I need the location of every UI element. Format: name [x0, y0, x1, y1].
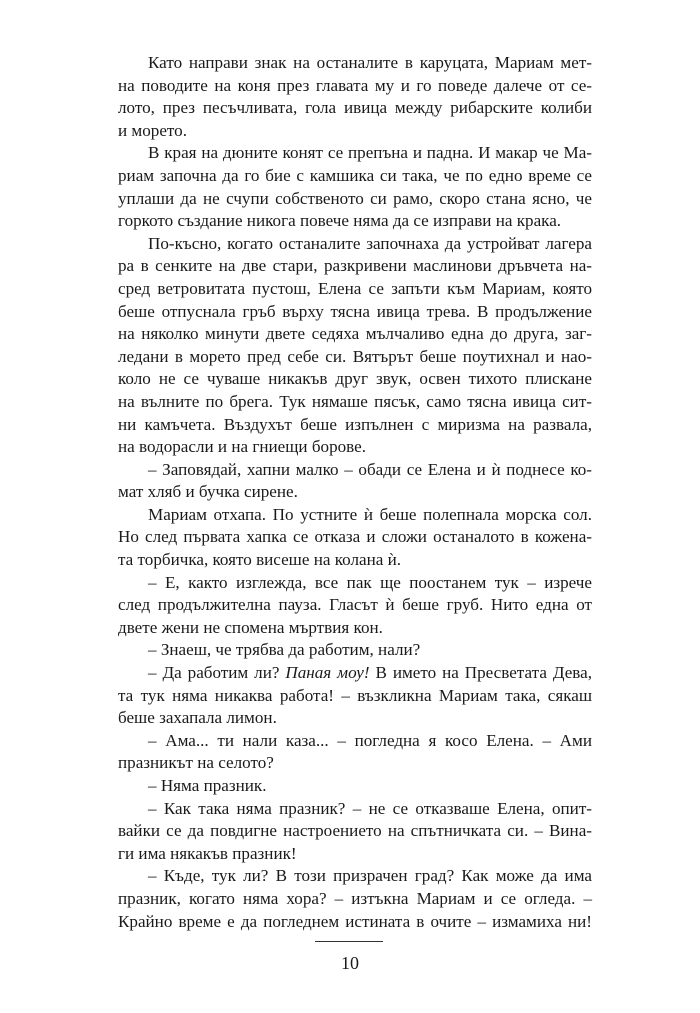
- text-line-content: ра в сенките на две стари, разкривени маслинови дръвчета на-: [118, 256, 592, 276]
- text-line-content: – Знаеш, че трябва да работим, нали?: [148, 640, 421, 660]
- text-line: [118, 526, 592, 549]
- text-line: [118, 323, 592, 346]
- text-line-content: та торбичка, която висеше на колана ѝ.: [118, 550, 402, 570]
- text-line-content: Мариам отхапа. По устните ѝ беше полепнала морска сол.: [148, 504, 592, 524]
- text-line: [118, 617, 592, 640]
- text-line-content: беше захапала лимон.: [118, 708, 277, 728]
- text-line-content: лото, през песъчливата, гола ивица между рибарските колиби: [118, 98, 592, 118]
- text-line-content: уплаши да не счупи собственото си рамо, скоро стана ясно, че: [118, 188, 592, 208]
- text-line-content: двете жени не спомена мъртвия кон.: [118, 617, 383, 637]
- text-line-content: вайки се да повдигне настроението на спътничката си. – Вина-: [118, 821, 592, 841]
- text-line-content: на водорасли и на гниещи борове.: [118, 437, 367, 457]
- text-line: [118, 210, 592, 233]
- italic-phrase: Паная моу!: [285, 663, 370, 683]
- text-line: [118, 775, 592, 798]
- text-line-content: мат хляб и бучка сирене.: [118, 482, 298, 502]
- text-line: [118, 639, 592, 662]
- text-line-content: горкото създание никога повече няма да се изправи на крака.: [118, 211, 562, 231]
- text-line-content: сред ветровитата пустош, Елена се запъти към Мариам, която: [118, 278, 592, 298]
- text-line-content: на няколко минути двете седяха мълчаливо една до друга, заг-: [118, 324, 592, 344]
- text-line: [118, 707, 592, 730]
- text-line-content: Но след първата хапка се отказа и сложи останалото в кожена-: [118, 527, 592, 547]
- text-line: [118, 120, 592, 143]
- text-line-content: – Няма празник.: [148, 776, 267, 795]
- text-line: [118, 368, 592, 391]
- text-line-content: – Да работим ли?: [148, 663, 286, 683]
- text-line-content: – Как така няма празник? – не се отказваше Елена, опит-: [148, 798, 592, 818]
- text-line: [118, 504, 592, 527]
- text-line: [118, 391, 592, 414]
- text-line-content: на вълните по брега. Тук нямаше пясък, само тясна ивица сит-: [118, 391, 592, 411]
- footer-rule: [315, 941, 383, 942]
- text-line-content: В края на дюните конят се препъна и падна. И макар че Ма-: [148, 143, 592, 163]
- text-line-content: По-късно, когато останалите започнаха да устройват лагера: [148, 233, 592, 253]
- text-line-content: – Ама... ти нали каза... – погледна я косо Елена. – Ами: [148, 730, 592, 750]
- text-line: [118, 346, 592, 369]
- text-line: [118, 594, 592, 617]
- text-line-content: след продължителна пауза. Гласът ѝ беше груб. Нито една от: [118, 595, 592, 615]
- text-line-content: – Къде, тук ли? В този призрачен град? Как може да има: [148, 866, 592, 886]
- text-line: [118, 75, 592, 98]
- text-line: [118, 459, 592, 482]
- text-line: [118, 820, 592, 843]
- text-line: [118, 301, 592, 324]
- text-line: [118, 436, 592, 459]
- text-line-content: ги има някакъв празник!: [118, 843, 297, 863]
- text-line: [118, 572, 592, 595]
- text-line-content: и морето.: [118, 120, 187, 140]
- body-text: [118, 52, 592, 933]
- text-line: [118, 165, 592, 188]
- text-line-continuation: В името на Пресветата Дева,: [369, 663, 592, 683]
- text-line-content: беше отпуснала гръб върху тясна ивица трева. В продължение: [118, 301, 592, 321]
- text-line: [118, 730, 592, 753]
- text-line-content: на поводите на коня през главата му и го поведе далече от се-: [118, 75, 592, 95]
- text-line-content: празник, когато няма хора? – изтъкна Мариам и се огледа. –: [118, 888, 592, 908]
- text-line: [118, 549, 592, 572]
- text-line: [118, 911, 592, 934]
- text-line: [118, 843, 592, 866]
- text-line: [118, 865, 592, 888]
- text-line: [118, 188, 592, 211]
- text-line: [118, 481, 592, 504]
- text-line: [118, 142, 592, 165]
- text-line-content: Като направи знак на останалите в каруцата, Мариам мет-: [148, 53, 592, 72]
- text-line-content: Крайно време е да погледнем истината в очите – измамиха ни!: [118, 911, 592, 931]
- text-line-content: риам започна да го бие с камшика си така, че по едно време се: [118, 165, 592, 185]
- text-line-content: – Заповядай, хапни малко – обади се Елена и ѝ поднесе ко-: [148, 459, 592, 479]
- page-number: 10: [341, 953, 359, 973]
- text-line: [118, 97, 592, 120]
- text-line: [118, 414, 592, 437]
- text-line: [118, 685, 592, 708]
- text-line-content: ледани в морето пред себе си. Вятърът беше поутихнал и нао-: [118, 346, 592, 366]
- text-line: [118, 255, 592, 278]
- text-line-content: – Е, както изглежда, все пак ще поостанем тук – изрече: [148, 572, 592, 592]
- text-line: [118, 798, 592, 821]
- text-line: [118, 662, 592, 685]
- text-line: [118, 278, 592, 301]
- text-line: [118, 52, 592, 75]
- text-line: [118, 888, 592, 911]
- text-line-content: та тук няма никаква работа! – възкликна Мариам така, сякаш: [118, 685, 592, 705]
- text-line: [118, 752, 592, 775]
- text-line: [118, 233, 592, 256]
- text-line-content: коло не се чуваше никакъв друг звук, освен тихото плискане: [118, 369, 592, 389]
- text-line-content: празникът на селото?: [118, 753, 274, 773]
- text-line-content: ни камъчета. Въздухът беше изпълнен с миризма на развала,: [118, 414, 592, 434]
